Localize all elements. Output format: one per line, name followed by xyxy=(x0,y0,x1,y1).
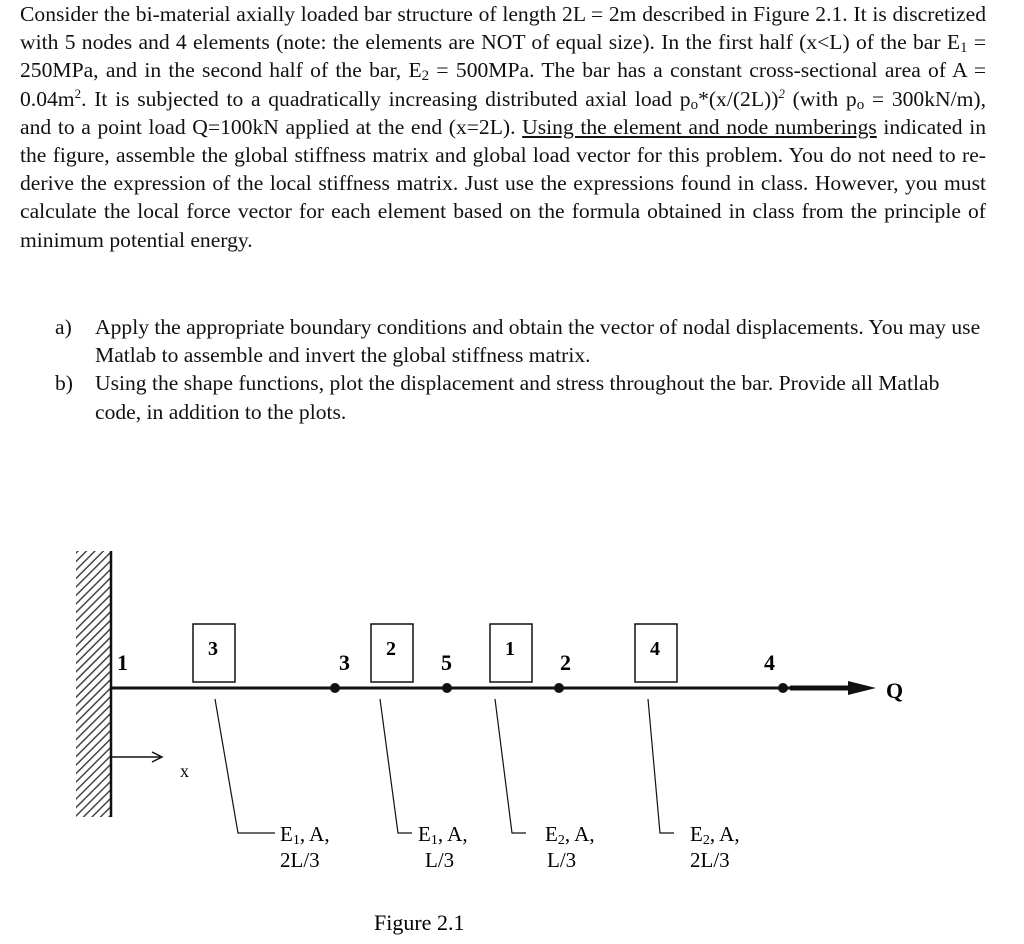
element-length: 2L/3 xyxy=(690,848,730,872)
material-symbol: E xyxy=(690,822,703,846)
element-length: L/3 xyxy=(425,848,455,872)
part-text: Using the shape functions, plot the displacement and stress throughout the bar. Provide all Matlab code, in addition to the plots. xyxy=(95,371,940,424)
material-symbol: E xyxy=(545,822,558,846)
leader-line xyxy=(648,699,674,833)
problem-text-3: ) of the bar E xyxy=(842,30,961,55)
po-unit: kN/m xyxy=(924,86,974,111)
problem-text-6: . It is subjected to a quadratically increasing distributed axial load xyxy=(81,86,680,111)
element-properties xyxy=(545,822,595,848)
node-label: 1 xyxy=(117,650,128,675)
fixed-wall xyxy=(76,551,110,817)
problem-text-9: ), and to a point load Q=100kN applied at the end ( xyxy=(20,86,986,139)
area-symbol: , A, xyxy=(299,822,330,846)
area-exponent: 2 xyxy=(74,85,82,101)
material-subscript: 1 xyxy=(292,833,300,848)
problem-text-5: = 500MPa. The bar has a constant cross-sectional area of A = 0.04m xyxy=(20,58,986,111)
axis-label: x xyxy=(180,761,189,781)
node-dot xyxy=(778,683,788,693)
element-length: 2L/3 xyxy=(280,848,320,872)
leader-line xyxy=(215,699,275,833)
area-symbol: , A, xyxy=(437,822,468,846)
load-expression: p xyxy=(679,86,691,111)
node-label: 5 xyxy=(441,650,452,675)
element-label: 3 xyxy=(208,638,218,660)
node-label: 2 xyxy=(560,650,571,675)
material-symbol: E xyxy=(280,822,293,846)
bar-length-variable: 2L xyxy=(562,2,586,26)
problem-text-4: = 250MPa, and in the second half of the bar, E xyxy=(20,30,986,83)
element-length: L/3 xyxy=(547,848,577,872)
element-properties xyxy=(690,822,740,848)
node-label: 3 xyxy=(339,650,350,675)
load-label: Q xyxy=(886,678,904,703)
load-subscript: o xyxy=(690,96,699,113)
element-label: 2 xyxy=(386,638,396,660)
node-dot xyxy=(442,683,452,693)
area-symbol: , A, xyxy=(564,822,595,846)
problem-text-1: Consider the bi-material axially loaded bar structure of length xyxy=(20,2,563,26)
e2-subscript: 2 xyxy=(421,68,430,85)
problem-text-2: = 2m described in Figure 2.1. It is discretized with 5 nodes and 4 elements (note: the elements are NOT of equal size). In the first half ( xyxy=(20,2,986,55)
element-label: 4 xyxy=(650,638,660,660)
node-dot xyxy=(554,683,564,693)
underlined-phrase: Using the element and node numberings xyxy=(522,114,877,139)
leader-line xyxy=(380,699,412,833)
end-condition: x=2L xyxy=(455,114,503,139)
problem-text-8: = 300 xyxy=(864,86,925,111)
node-label: 4 xyxy=(764,650,775,675)
load-exponent: 2 xyxy=(778,85,785,101)
material-subscript: 2 xyxy=(702,833,710,848)
problem-text-11: indicated in the figure, assemble the global stiffness matrix and global load vector for this problem. You do not need to re-derive the expression of the local stiffness matrix. Just use the expressions found in class. However, you must calculate the local force vector for each element based on the formula obtained in class from the principle of minimum potential energy. xyxy=(20,114,986,252)
e1-subscript: 1 xyxy=(960,40,968,57)
leader-line xyxy=(495,699,526,833)
area-symbol: , A, xyxy=(709,822,740,846)
x-axis-arrow xyxy=(111,752,162,762)
element-properties xyxy=(280,822,330,848)
half-condition: x<L xyxy=(806,30,843,55)
element-properties xyxy=(418,822,468,848)
part-text: Apply the appropriate boundary conditions and obtain the vector of nodal displacements. You may use Matlab to assemble and invert the global stiffness matrix. xyxy=(95,315,981,368)
material-subscript: 2 xyxy=(557,833,565,848)
material-symbol: E xyxy=(418,822,431,846)
part-label: b) xyxy=(55,371,73,396)
part-label: a) xyxy=(55,315,72,339)
load-arrow xyxy=(790,681,876,695)
problem-text-7: (with xyxy=(784,86,846,111)
element-label: 1 xyxy=(505,638,515,660)
figure-caption: Figure 2.1 xyxy=(374,910,465,935)
problem-text-10: ). xyxy=(502,114,523,139)
po-variable: p xyxy=(845,86,857,111)
load-expression-2: *(x/(2L)) xyxy=(698,86,779,111)
po-subscript: o xyxy=(856,96,865,113)
material-subscript: 1 xyxy=(430,833,438,848)
node-dot xyxy=(330,683,340,693)
